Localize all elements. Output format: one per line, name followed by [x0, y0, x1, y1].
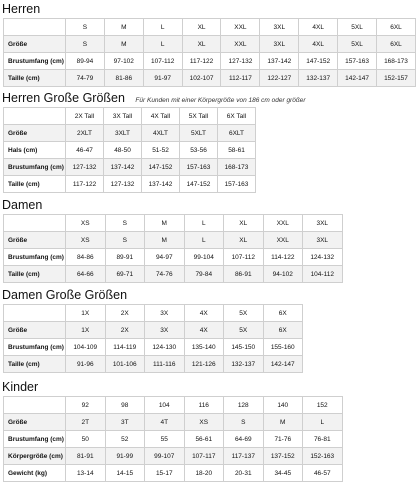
section-note: Für Kunden mit einer Körpergröße von 186 cm oder größer: [135, 97, 306, 104]
table-row: [4, 414, 343, 431]
table-cell: 81-86: [104, 70, 143, 87]
row-label: Brustumfang (cm): [4, 249, 66, 266]
table-cell: 117-137: [224, 448, 264, 465]
table-cell: 152-163: [303, 448, 343, 465]
column-header: 5X Tall: [180, 108, 218, 125]
table-cell: 99-104: [184, 249, 224, 266]
table-cell: 147-152: [180, 176, 218, 193]
table-cell: 135-140: [184, 339, 224, 356]
table-cell: 13-14: [66, 465, 106, 482]
table-cell: 107-112: [143, 53, 182, 70]
column-header: S: [65, 19, 104, 36]
table-row: [4, 159, 256, 176]
table-cell: 89-91: [105, 249, 145, 266]
table-cell: 84-86: [66, 249, 106, 266]
table-cell: XXL: [221, 36, 260, 53]
row-label: Hals (cm): [4, 142, 66, 159]
column-header: XS: [66, 215, 106, 232]
row-label: Größe: [4, 232, 66, 249]
table-header-row: [4, 305, 303, 322]
table-cell: 2XLT: [66, 125, 104, 142]
table-cell: 4X: [184, 322, 224, 339]
row-label: Brustumfang (cm): [4, 53, 66, 70]
table-cell: 3XL: [260, 36, 299, 53]
table-cell: 89-94: [65, 53, 104, 70]
column-header: 98: [105, 397, 145, 414]
column-header: 4X Tall: [142, 108, 180, 125]
column-header: 140: [263, 397, 303, 414]
header-corner-cell: [4, 19, 66, 36]
table-cell: 157-163: [218, 176, 256, 193]
table-cell: XXL: [263, 232, 303, 249]
table-cell: 137-142: [104, 159, 142, 176]
table-cell: 86-91: [224, 266, 264, 283]
table-cell: 132-137: [224, 356, 264, 373]
table-cell: 101-106: [105, 356, 145, 373]
row-label: Taille (cm): [4, 266, 66, 283]
table-cell: 114-122: [263, 249, 303, 266]
column-header: 4XL: [299, 19, 338, 36]
table-cell: 76-81: [303, 431, 343, 448]
table-cell: 157-163: [180, 159, 218, 176]
table-cell: 64-66: [66, 266, 106, 283]
table-cell: 4T: [145, 414, 185, 431]
table-cell: 142-147: [263, 356, 303, 373]
table-row: [4, 70, 416, 87]
table-cell: 117-122: [182, 53, 221, 70]
row-label: Brustumfang (cm): [4, 431, 66, 448]
table-cell: 5XLT: [180, 125, 218, 142]
header-corner-cell: [4, 397, 66, 414]
column-header: 3XL: [260, 19, 299, 36]
row-label: Taille (cm): [4, 70, 66, 87]
table-cell: 74-79: [65, 70, 104, 87]
row-label: Brustumfang (cm): [4, 159, 66, 176]
table-row: [4, 36, 416, 53]
table-cell: 58-61: [218, 142, 256, 159]
table-cell: 69-71: [105, 266, 145, 283]
row-label: Taille (cm): [4, 356, 66, 373]
table-cell: S: [65, 36, 104, 53]
section-damen: [0, 198, 343, 283]
table-cell: 3XLT: [104, 125, 142, 142]
section-herren: [0, 2, 416, 87]
table-row: [4, 125, 256, 142]
table-cell: XL: [182, 36, 221, 53]
size-table-damen-grosse-groessen: [3, 304, 303, 373]
size-table-kinder: [3, 396, 343, 482]
table-cell: 99-107: [145, 448, 185, 465]
table-header-row: [4, 215, 343, 232]
table-row: [4, 142, 256, 159]
table-cell: 114-119: [105, 339, 145, 356]
section-title: Herren: [2, 2, 41, 16]
table-cell: 1X: [66, 322, 106, 339]
column-header: 1X: [66, 305, 106, 322]
table-cell: 3X: [145, 322, 185, 339]
table-cell: 79-84: [184, 266, 224, 283]
table-cell: 107-112: [224, 249, 264, 266]
table-cell: 3XL: [303, 232, 343, 249]
table-cell: 55: [145, 431, 185, 448]
table-cell: 48-50: [104, 142, 142, 159]
section-title: Damen: [2, 198, 43, 212]
table-row: [4, 448, 343, 465]
column-header: 4X: [184, 305, 224, 322]
table-cell: 6XLT: [218, 125, 256, 142]
table-row: [4, 176, 256, 193]
size-table-damen: [3, 214, 343, 283]
table-cell: 91-96: [66, 356, 106, 373]
table-cell: 137-142: [142, 176, 180, 193]
table-cell: 71-76: [263, 431, 303, 448]
table-cell: 53-56: [180, 142, 218, 159]
table-cell: 5X: [224, 322, 264, 339]
section-title-row: [0, 198, 343, 212]
table-row: [4, 232, 343, 249]
table-cell: 104-109: [66, 339, 106, 356]
column-header: 3X: [145, 305, 185, 322]
table-cell: 52: [105, 431, 145, 448]
table-cell: 18-20: [184, 465, 224, 482]
table-cell: 46-57: [303, 465, 343, 482]
table-cell: 91-99: [105, 448, 145, 465]
header-corner-cell: [4, 108, 66, 125]
table-cell: 6X: [263, 322, 303, 339]
table-cell: 137-142: [260, 53, 299, 70]
header-corner-cell: [4, 215, 66, 232]
row-label: Taille (cm): [4, 176, 66, 193]
section-title: Kinder: [2, 380, 39, 394]
table-cell: 157-163: [338, 53, 377, 70]
table-row: [4, 266, 343, 283]
table-cell: 122-127: [260, 70, 299, 87]
column-header: 5X: [224, 305, 264, 322]
table-cell: 104-112: [303, 266, 343, 283]
table-cell: 132-137: [299, 70, 338, 87]
table-cell: 3T: [105, 414, 145, 431]
table-cell: 74-76: [145, 266, 185, 283]
table-cell: M: [263, 414, 303, 431]
table-row: [4, 322, 303, 339]
section-title: Damen Große Größen: [2, 288, 128, 302]
table-cell: 20-31: [224, 465, 264, 482]
table-cell: M: [104, 36, 143, 53]
column-header: L: [143, 19, 182, 36]
table-cell: 15-17: [145, 465, 185, 482]
section-title-row: [0, 380, 343, 394]
table-cell: L: [303, 414, 343, 431]
table-cell: 51-52: [142, 142, 180, 159]
table-cell: 121-126: [184, 356, 224, 373]
table-cell: L: [184, 232, 224, 249]
table-cell: 5XL: [338, 36, 377, 53]
table-cell: 127-132: [66, 159, 104, 176]
column-header: 92: [66, 397, 106, 414]
table-cell: 147-152: [299, 53, 338, 70]
table-cell: 102-107: [182, 70, 221, 87]
table-cell: 97-102: [104, 53, 143, 70]
row-label: Brustumfang (cm): [4, 339, 66, 356]
column-header: M: [145, 215, 185, 232]
table-cell: XL: [224, 232, 264, 249]
row-label: Größe: [4, 322, 66, 339]
table-cell: 111-116: [145, 356, 185, 373]
table-header-row: [4, 108, 256, 125]
section-title-row: [0, 2, 416, 16]
table-cell: S: [105, 232, 145, 249]
column-header: XXL: [221, 19, 260, 36]
row-label: Körpergröße (cm): [4, 448, 66, 465]
table-cell: 34-45: [263, 465, 303, 482]
column-header: S: [105, 215, 145, 232]
table-cell: 117-122: [66, 176, 104, 193]
table-header-row: [4, 19, 416, 36]
column-header: XL: [182, 19, 221, 36]
table-cell: XS: [184, 414, 224, 431]
column-header: 2X Tall: [66, 108, 104, 125]
table-cell: 107-117: [184, 448, 224, 465]
table-cell: 4XL: [299, 36, 338, 53]
row-label: Größe: [4, 36, 66, 53]
column-header: L: [184, 215, 224, 232]
table-cell: 168-173: [376, 53, 415, 70]
table-row: [4, 431, 343, 448]
column-header: XXL: [263, 215, 303, 232]
header-corner-cell: [4, 305, 66, 322]
column-header: XL: [224, 215, 264, 232]
row-label: Gewicht (kg): [4, 465, 66, 482]
table-cell: 127-132: [221, 53, 260, 70]
table-cell: 145-150: [224, 339, 264, 356]
column-header: 2X: [105, 305, 145, 322]
table-cell: 14-15: [105, 465, 145, 482]
section-title: Herren Große Größen: [2, 91, 125, 105]
column-header: 3XL: [303, 215, 343, 232]
column-header: 3X Tall: [104, 108, 142, 125]
table-cell: 81-91: [66, 448, 106, 465]
column-header: 6X Tall: [218, 108, 256, 125]
table-row: [4, 339, 303, 356]
table-cell: 152-157: [376, 70, 415, 87]
table-cell: 64-69: [224, 431, 264, 448]
table-cell: 91-97: [143, 70, 182, 87]
section-damen-grosse-groessen: [0, 288, 303, 373]
table-cell: 50: [66, 431, 106, 448]
size-table-herren-grosse-groessen: [3, 107, 256, 193]
table-cell: 94-97: [145, 249, 185, 266]
table-cell: 46-47: [66, 142, 104, 159]
column-header: 128: [224, 397, 264, 414]
table-cell: 124-130: [145, 339, 185, 356]
column-header: 116: [184, 397, 224, 414]
column-header: 5XL: [338, 19, 377, 36]
section-title-row: [0, 91, 306, 105]
table-row: [4, 249, 343, 266]
section-kinder: [0, 380, 343, 482]
column-header: M: [104, 19, 143, 36]
row-label: Größe: [4, 125, 66, 142]
table-cell: 127-132: [104, 176, 142, 193]
table-cell: 137-152: [263, 448, 303, 465]
table-cell: 112-117: [221, 70, 260, 87]
table-row: [4, 356, 303, 373]
column-header: 104: [145, 397, 185, 414]
table-header-row: [4, 397, 343, 414]
table-cell: 56-61: [184, 431, 224, 448]
column-header: 152: [303, 397, 343, 414]
table-cell: L: [143, 36, 182, 53]
table-cell: 168-173: [218, 159, 256, 176]
table-row: [4, 53, 416, 70]
size-table-herren: [3, 18, 416, 87]
row-label: Größe: [4, 414, 66, 431]
table-cell: 124-132: [303, 249, 343, 266]
table-cell: 94-102: [263, 266, 303, 283]
table-cell: 4XLT: [142, 125, 180, 142]
section-herren-grosse-groessen: [0, 91, 306, 193]
table-cell: 6XL: [376, 36, 415, 53]
section-title-row: [0, 288, 303, 302]
table-cell: M: [145, 232, 185, 249]
table-cell: 155-160: [263, 339, 303, 356]
table-cell: 2T: [66, 414, 106, 431]
table-cell: S: [224, 414, 264, 431]
table-cell: 2X: [105, 322, 145, 339]
column-header: 6XL: [376, 19, 415, 36]
table-cell: 142-147: [338, 70, 377, 87]
column-header: 6X: [263, 305, 303, 322]
table-cell: XS: [66, 232, 106, 249]
table-cell: 147-152: [142, 159, 180, 176]
table-row: [4, 465, 343, 482]
